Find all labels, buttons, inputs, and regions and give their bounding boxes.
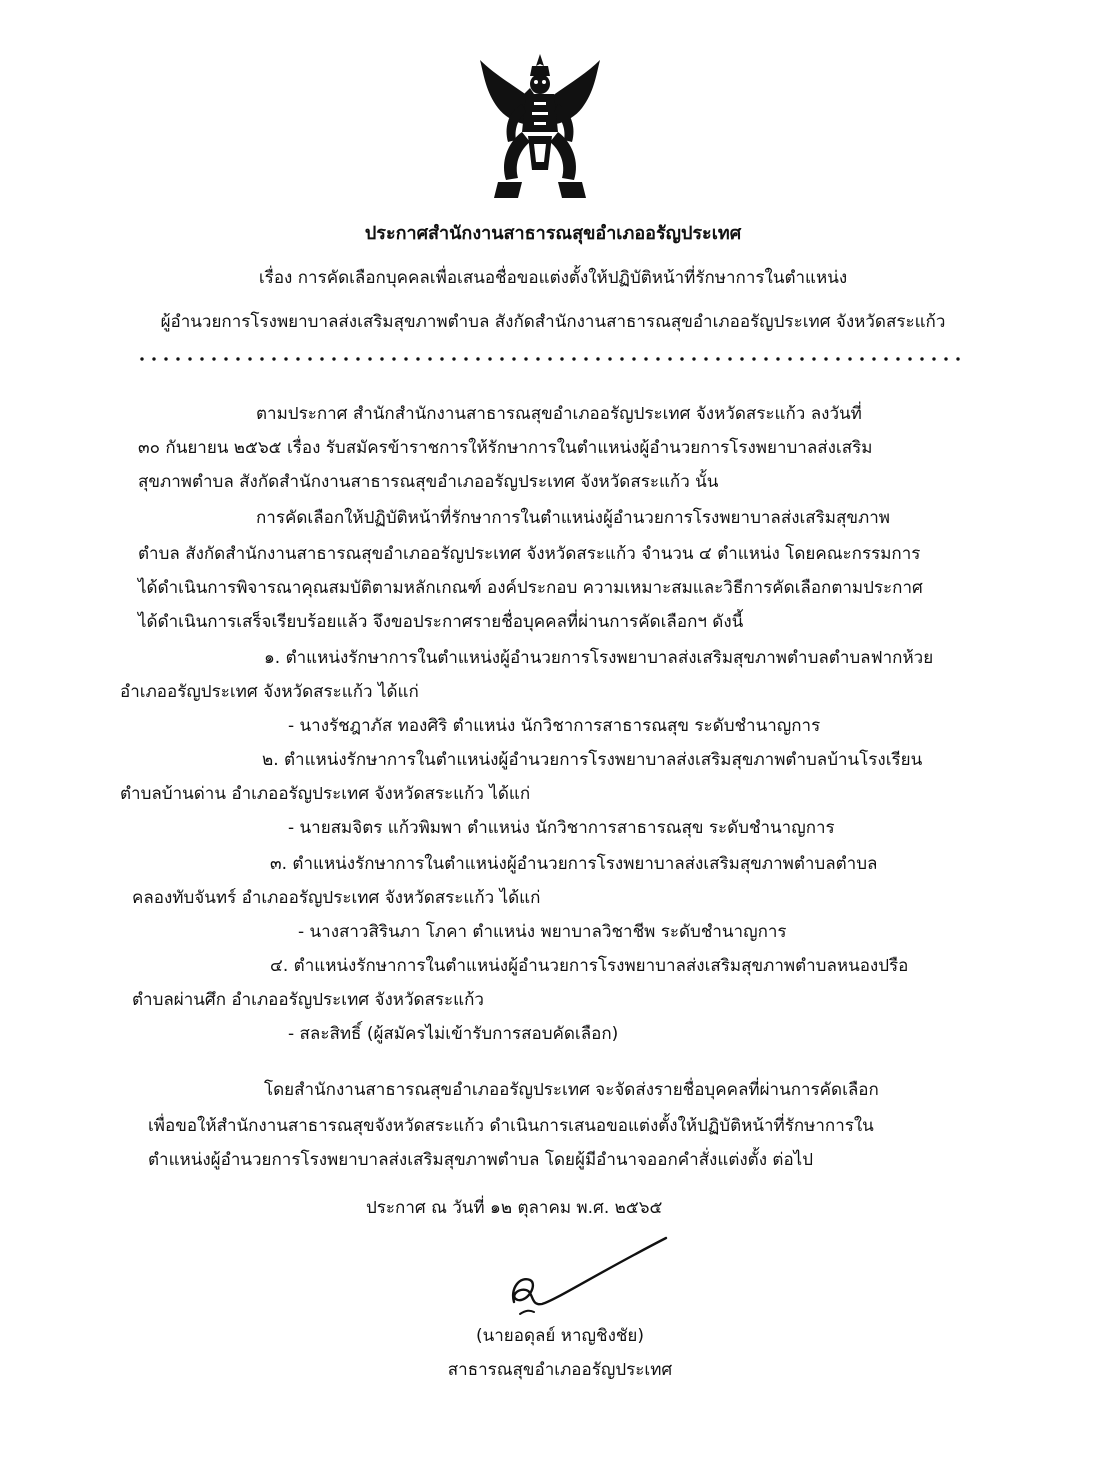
- item-3-person: - นางสาวสิรินภา โภคา ตำแหน่ง พยาบาลวิชาชีพ ระดับชำนาญการ: [298, 922, 787, 942]
- p2-line-2: ตำบล สังกัดสำนักงานสาธารณสุขอำเภออรัญประเทศ จังหวัดสระแก้ว จำนวน ๔ ตำแหน่ง โดยคณะกรรมการ: [138, 544, 921, 564]
- item-4-line-1: ๔. ตำแหน่งรักษาการในตำแหน่งผู้อำนวยการโรงพยาบาลส่งเสริมสุขภาพตำบลหนองปรือ: [270, 956, 909, 976]
- signer-name: (นายอดุลย์ หาญชิงชัย): [476, 1326, 644, 1346]
- p3-line-1: โดยสำนักงานสาธารณสุขอำเภออรัญประเทศ จะจัดส่งรายชื่อบุคคลที่ผ่านการคัดเลือก: [264, 1080, 879, 1100]
- p1-line-3: สุขภาพตำบล สังกัดสำนักงานสาธารณสุขอำเภออรัญประเทศ จังหวัดสระแก้ว นั้น: [138, 472, 719, 492]
- signature-icon: [500, 1230, 680, 1320]
- item-2-line-2: ตำบลบ้านด่าน อำเภออรัญประเทศ จังหวัดสระแก้ว ได้แก่: [120, 784, 531, 804]
- item-1-person: - นางรัชฎาภัส ทองศิริ ตำแหน่ง นักวิชาการสาธารณสุข ระดับชำนาญการ: [288, 716, 821, 736]
- dotted-divider: [136, 356, 968, 362]
- item-2-line-1: ๒. ตำแหน่งรักษาการในตำแหน่งผู้อำนวยการโรงพยาบาลส่งเสริมสุขภาพตำบลบ้านโรงเรียน: [262, 750, 923, 770]
- p2-line-1: การคัดเลือกให้ปฏิบัติหน้าที่รักษาการในตำแหน่งผู้อำนวยการโรงพยาบาลส่งเสริมสุขภาพ: [256, 508, 890, 528]
- p2-line-3: ได้ดำเนินการพิจารณาคุณสมบัติตามหลักเกณฑ์ องค์ประกอบ ความเหมาะสมและวิธีการคัดเลือกตามประกาศ: [138, 578, 923, 598]
- item-1-line-2: อำเภออรัญประเทศ จังหวัดสระแก้ว ได้แก่: [120, 682, 419, 702]
- subject-line-2: ผู้อำนวยการโรงพยาบาลส่งเสริมสุขภาพตำบล สังกัดสำนักงานสาธารณสุขอำเภออรัญประเทศ จังหวัดสระแก้ว: [160, 312, 946, 332]
- subject-line-1: เรื่อง การคัดเลือกบุคคลเพื่อเสนอชื่อขอแต่งตั้งให้ปฏิบัติหน้าที่รักษาการในตำแหน่ง: [258, 268, 848, 288]
- p3-line-2: เพื่อขอให้สำนักงานสาธารณสุขจังหวัดสระแก้ว ดำเนินการเสนอขอแต่งตั้งให้ปฏิบัติหน้าที่รักษาการใน: [148, 1116, 874, 1136]
- p2-line-4: ได้ดำเนินการเสร็จเรียบร้อยแล้ว จึงขอประกาศรายชื่อบุคคลที่ผ่านการคัดเลือกฯ ดังนี้: [138, 612, 744, 632]
- p1-line-2: ๓๐ กันยายน ๒๕๖๕ เรื่อง รับสมัครข้าราชการให้รักษาการในตำแหน่งผู้อำนวยการโรงพยาบาลส่งเสริม: [138, 438, 873, 458]
- item-4-person: - สละสิทธิ์ (ผู้สมัครไม่เข้ารับการสอบคัดเลือก): [288, 1024, 619, 1044]
- item-3-line-2: คลองทับจันทร์ อำเภออรัญประเทศ จังหวัดสระแก้ว ได้แก่: [132, 888, 541, 908]
- item-1-line-1: ๑. ตำแหน่งรักษาการในตำแหน่งผู้อำนวยการโรงพยาบาลส่งเสริมสุขภาพตำบลตำบลฟากห้วย: [264, 648, 934, 668]
- announcement-title: ประกาศสำนักงานสาธารณสุขอำเภออรัญประเทศ: [364, 223, 742, 244]
- p1-line-1: ตามประกาศ สำนักสำนักงานสาธารณสุขอำเภออรัญประเทศ จังหวัดสระแก้ว ลงวันที่: [256, 404, 862, 424]
- announce-date: ประกาศ ณ วันที่ ๑๒ ตุลาคม พ.ศ. ๒๕๖๕: [366, 1198, 663, 1218]
- signer-title: สาธารณสุขอำเภออรัญประเทศ: [447, 1360, 673, 1380]
- p3-line-3: ตำแหน่งผู้อำนวยการโรงพยาบาลส่งเสริมสุขภาพตำบล โดยผู้มีอำนาจออกคำสั่งแต่งตั้ง ต่อไป: [148, 1150, 813, 1170]
- garuda-emblem-icon: [478, 52, 602, 200]
- item-4-line-2: ตำบลผ่านศึก อำเภออรัญประเทศ จังหวัดสระแก้ว: [132, 990, 484, 1010]
- item-2-person: - นายสมจิตร แก้วพิมพา ตำแหน่ง นักวิชาการสาธารณสุข ระดับชำนาญการ: [288, 818, 835, 838]
- item-3-line-1: ๓. ตำแหน่งรักษาการในตำแหน่งผู้อำนวยการโรงพยาบาลส่งเสริมสุขภาพตำบลตำบล: [270, 854, 878, 874]
